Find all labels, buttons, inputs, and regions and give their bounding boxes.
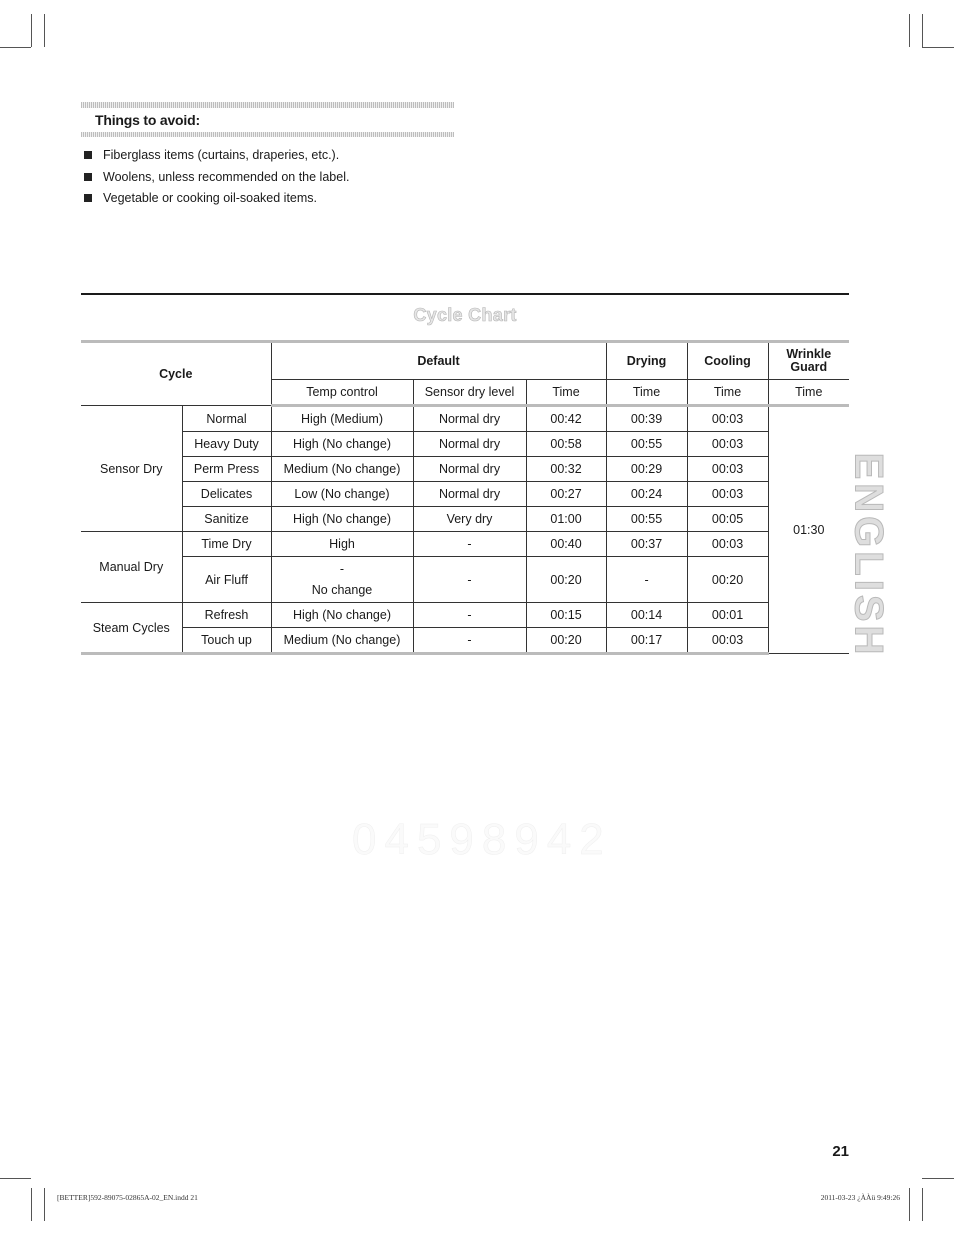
cycle-name: Touch up bbox=[182, 628, 271, 654]
cooling-time: 00:20 bbox=[687, 557, 768, 603]
language-side-tab: ENGLISH bbox=[846, 452, 891, 659]
drying-time: 00:29 bbox=[606, 457, 687, 482]
header-drying: Drying bbox=[606, 342, 687, 380]
crop-mark bbox=[922, 1178, 954, 1179]
footer-timestamp: 2011-03-23 ¿ÀÀü 9:49:26 bbox=[820, 1193, 900, 1202]
section-top-bar bbox=[81, 102, 454, 108]
cycle-name: Delicates bbox=[182, 482, 271, 507]
header-cycle: Cycle bbox=[81, 342, 271, 406]
default-time: 00:42 bbox=[526, 406, 606, 432]
sensor-dry-level: Very dry bbox=[413, 507, 526, 532]
drying-time: 00:55 bbox=[606, 507, 687, 532]
temp-control: Low (No change) bbox=[271, 482, 413, 507]
default-time: 00:20 bbox=[526, 628, 606, 654]
cycle-name: Refresh bbox=[182, 603, 271, 628]
temp-control: - No change bbox=[271, 557, 413, 603]
sensor-dry-level: Normal dry bbox=[413, 482, 526, 507]
faint-watermark: 04598942 bbox=[352, 815, 612, 864]
table-row bbox=[81, 628, 849, 654]
header-drying-time: Time bbox=[606, 380, 687, 406]
list-item: Woolens, unless recommended on the label. bbox=[84, 169, 349, 191]
header-sensor-dry-level: Sensor dry level bbox=[413, 380, 526, 406]
cooling-time: 00:01 bbox=[687, 603, 768, 628]
header-default: Default bbox=[271, 342, 606, 380]
cycle-chart-table bbox=[81, 340, 849, 655]
page-number: 21 bbox=[832, 1143, 849, 1160]
chart-title: Cycle Chart bbox=[413, 305, 517, 325]
drying-time: - bbox=[606, 557, 687, 603]
table-row bbox=[81, 457, 849, 482]
default-time: 01:00 bbox=[526, 507, 606, 532]
temp-control: Medium (No change) bbox=[271, 457, 413, 482]
crop-mark bbox=[31, 1188, 32, 1221]
cycle-name: Heavy Duty bbox=[182, 432, 271, 457]
table-row bbox=[81, 532, 849, 557]
sensor-dry-level: - bbox=[413, 557, 526, 603]
crop-mark bbox=[922, 14, 923, 47]
default-time: 00:20 bbox=[526, 557, 606, 603]
table-row bbox=[81, 482, 849, 507]
crop-mark bbox=[31, 14, 32, 47]
drying-time: 00:55 bbox=[606, 432, 687, 457]
crop-mark bbox=[44, 14, 45, 47]
crop-mark bbox=[0, 1178, 31, 1179]
crop-mark bbox=[909, 14, 910, 47]
sensor-dry-level: Normal dry bbox=[413, 457, 526, 482]
header-wrinkle-time: Time bbox=[768, 380, 849, 406]
cooling-time: 00:03 bbox=[687, 482, 768, 507]
cycle-name: Sanitize bbox=[182, 507, 271, 532]
group-manual-dry: Manual Dry bbox=[81, 532, 182, 603]
drying-time: 00:17 bbox=[606, 628, 687, 654]
group-steam-cycles: Steam Cycles bbox=[81, 603, 182, 654]
temp-control: High (Medium) bbox=[271, 406, 413, 432]
cooling-time: 00:03 bbox=[687, 532, 768, 557]
default-time: 00:32 bbox=[526, 457, 606, 482]
temp-control: Medium (No change) bbox=[271, 628, 413, 654]
chart-top-rule bbox=[81, 293, 849, 295]
crop-mark bbox=[922, 1188, 923, 1221]
sensor-dry-level: - bbox=[413, 532, 526, 557]
header-default-time: Time bbox=[526, 380, 606, 406]
list-item: Fiberglass items (curtains, draperies, etc.). bbox=[84, 147, 349, 169]
things-to-avoid-heading: Things to avoid: bbox=[95, 112, 200, 128]
cooling-time: 00:03 bbox=[687, 457, 768, 482]
table-row bbox=[81, 603, 849, 628]
header-cooling: Cooling bbox=[687, 342, 768, 380]
table-row bbox=[81, 406, 849, 432]
temp-control: High (No change) bbox=[271, 432, 413, 457]
drying-time: 00:37 bbox=[606, 532, 687, 557]
sensor-dry-level: Normal dry bbox=[413, 432, 526, 457]
table-row bbox=[81, 557, 849, 603]
cycle-name: Perm Press bbox=[182, 457, 271, 482]
cycle-name: Time Dry bbox=[182, 532, 271, 557]
default-time: 00:58 bbox=[526, 432, 606, 457]
crop-mark bbox=[909, 1188, 910, 1221]
drying-time: 00:24 bbox=[606, 482, 687, 507]
temp-control: High (No change) bbox=[271, 507, 413, 532]
crop-mark bbox=[922, 47, 954, 48]
cooling-time: 00:03 bbox=[687, 432, 768, 457]
header-cooling-time: Time bbox=[687, 380, 768, 406]
cycle-name: Normal bbox=[182, 406, 271, 432]
things-to-avoid-list bbox=[84, 147, 349, 212]
wrinkle-guard-time: 01:30 bbox=[768, 406, 849, 654]
crop-mark bbox=[0, 47, 31, 48]
default-time: 00:40 bbox=[526, 532, 606, 557]
header-wrinkle-guard: Wrinkle Guard bbox=[768, 342, 849, 380]
footer-file-name: [BETTER]592-89075-02865A-02_EN.indd 21 bbox=[57, 1193, 198, 1202]
sensor-dry-level: Normal dry bbox=[413, 406, 526, 432]
cycle-name: Air Fluff bbox=[182, 557, 271, 603]
sensor-dry-level: - bbox=[413, 603, 526, 628]
temp-control: High (No change) bbox=[271, 603, 413, 628]
cooling-time: 00:05 bbox=[687, 507, 768, 532]
temp-control: High bbox=[271, 532, 413, 557]
crop-mark bbox=[44, 1188, 45, 1221]
group-sensor-dry: Sensor Dry bbox=[81, 406, 182, 532]
square-bullet-icon bbox=[84, 151, 92, 159]
cooling-time: 00:03 bbox=[687, 406, 768, 432]
cooling-time: 00:03 bbox=[687, 628, 768, 654]
square-bullet-icon bbox=[84, 173, 92, 181]
drying-time: 00:14 bbox=[606, 603, 687, 628]
square-bullet-icon bbox=[84, 194, 92, 202]
list-item: Vegetable or cooking oil-soaked items. bbox=[84, 190, 349, 212]
sensor-dry-level: - bbox=[413, 628, 526, 654]
section-bottom-bar bbox=[81, 132, 454, 137]
table-row bbox=[81, 507, 849, 532]
default-time: 00:15 bbox=[526, 603, 606, 628]
default-time: 00:27 bbox=[526, 482, 606, 507]
table-row bbox=[81, 432, 849, 457]
drying-time: 00:39 bbox=[606, 406, 687, 432]
header-temp-control: Temp control bbox=[271, 380, 413, 406]
